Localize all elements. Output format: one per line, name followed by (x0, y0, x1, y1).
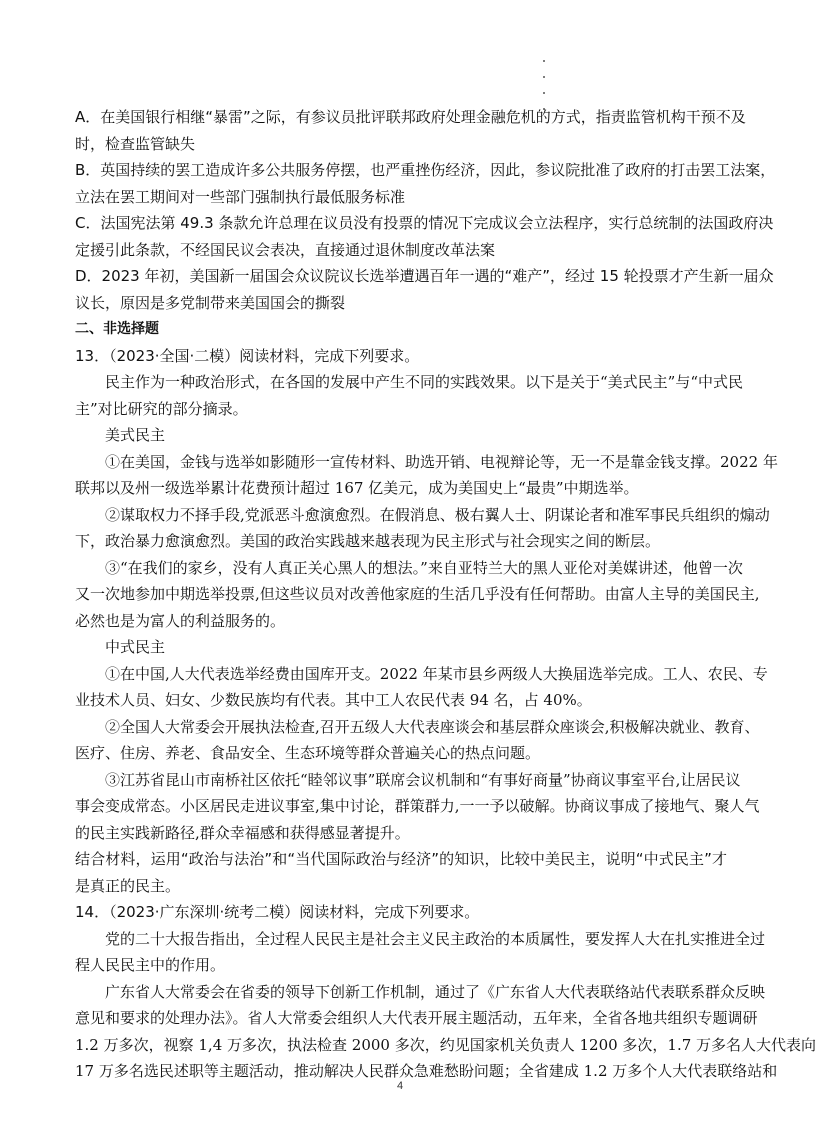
q13-us-2-line-1: ②谋取权力不择手段,党派恶斗愈演愈烈。在假消息、极右翼人士、阴谋论者和准军事民兵组织的煽动 (105, 505, 770, 524)
q14-p1-line-1: 党的二十大报告指出，全过程人民民主是社会主义民主政治的本质属性，要发挥人大在扎实推进全过 (105, 929, 766, 948)
option-a-line-1: A．在美国银行相继“暴雷”之际，有参议员批评联邦政府处理金融危机的方式，指责监管机构干预不及 (75, 108, 746, 126)
q13-us-2-line-2: 下，政治暴力愈演愈烈。美国的政治实践越来越表现为民主形式与社会现实之间的断层。 (75, 532, 661, 550)
q13-us-3-line-3: 必然也是为富人的利益服务的。 (75, 611, 286, 630)
q13-cn-3-line-2: 事会变成常态。小区居民走进议事室,集中讨论，群策群力,一一予以破解。协商议事成了接地气、聚人气 (75, 797, 760, 815)
q13-cn-3-line-3: 的民主实践新路径,群众幸福感和获得感显著提升。 (75, 823, 410, 842)
q13-intro-line-2: 主”对比研究的部分摘录。 (75, 399, 248, 418)
option-d-line-1: D．2023 年初，美国新一届国会众议院议长选举遭遇百年一遇的“难产”，经过 15 轮投票才产生新一届众 (75, 267, 774, 285)
q14-p1-line-2: 程人民民主中的作用。 (75, 956, 226, 974)
q13-header: 13．（2023·全国·二模）阅读材料，完成下列要求。 (75, 346, 420, 365)
q13-cn-2-line-1: ②全国人大常委会开展执法检查,召开五级人大代表座谈会和基层群众座谈会,积极解决就业、教育、 (105, 717, 760, 736)
q13-us-title: 美式民主 (105, 426, 166, 444)
q13-cn-1-line-2: 业技术人员、妇女、少数民族均有代表。其中工人农民代表 94 名，占 40%。 (75, 691, 592, 709)
q13-us-1-line-1: ①在美国，金钱与选举如影随形一宣传材料、助选开销、电视辩论等，无一不是靠金钱支撑。2022 年 (105, 452, 778, 471)
page-content (75, 106, 816, 1087)
option-b-line-1: B．英国持续的罢工造成许多公共服务停摆，也严重挫伤经济，因此，参议院批准了政府的打击罢工法案， (75, 161, 776, 179)
q14-p2-line-4: 17 万多名选民述职等主题活动，推动解决人民群众急难愁盼问题；全省建成 1.2 万多个人大代表联络站和 (75, 1062, 778, 1080)
option-d-line-2: 议长，原因是多党制带来美国国会的撕裂 (75, 293, 346, 312)
q14-p2-line-1: 广东省人大常委会在省委的领导下创新工作机制，通过了《广东省人大代表联络站代表联系群众反映 (105, 982, 766, 1001)
section-title: 二、非选择题 (75, 321, 159, 337)
option-c-line-1: C．法国宪法第 49.3 条款允许总理在议员没有投票的情况下完成议会立法程序，实行总统制的法国政府决 (75, 214, 774, 232)
q14-p2-line-3: 1.2 万多次，视察 1,4 万多次，执法检查 2000 多次，约见国家机关负责人 1200 多次，1.7 万多名人大代表向 (75, 1035, 816, 1054)
q13-task-line-2: 是真正的民主。 (75, 876, 181, 895)
decorative-dots (542, 60, 546, 112)
q13-cn-2-line-2: 医疗、住房、养老、食品安全、生态环境等群众普遍关心的热点问题。 (75, 744, 541, 762)
q13-cn-1-line-1: ①在中国,人大代表选举经费由国库开支。2022 年某市县乡两级人大换届选举完成。工人、农民、专 (105, 664, 768, 683)
q13-task-line-1: 结合材料，运用“政治与法治”和“当代国际政治与经济”的知识，比较中美民主，说明“中式民主”才 (75, 850, 727, 868)
q13-cn-title: 中式民主 (105, 638, 166, 656)
q13-us-3-line-1: ③“在我们的家乡，没有人真正关心黑人的想法。”来自亚特兰大的黑人亚伦对美媒讲述，他曾一次 (105, 558, 743, 577)
q13-cn-3-line-1: ③江苏省昆山市南桥社区依托“睦邻议事”联席会议机制和“有事好商量”协商议事室平台,让居民议 (105, 770, 741, 789)
q13-us-1-line-2: 联邦以及州一级选举累计花费预计超过 167 亿美元，成为美国史上“最贵”中期选举。 (75, 479, 639, 497)
q14-header: 14．（2023·广东深圳·统考二模）阅读材料，完成下列要求。 (75, 903, 480, 921)
option-c-line-2: 定援引此条款，不经国民议会表决，直接通过退休制度改革法案 (75, 240, 496, 259)
page-number: 4 (396, 1080, 404, 1092)
q13-us-3-line-2: 又一次地参加中期选举投票,但这些议员对改善他家庭的生活几乎没有任何帮助。由富人主导的美国民主, (75, 585, 760, 603)
option-b-line-2: 立法在罢工期间对一些部门强制执行最低服务标准 (75, 187, 406, 206)
q13-intro-line-1: 民主作为一种政治形式，在各国的发展中产生不同的实践效果。以下是关于“美式民主”与“中式民 (105, 373, 744, 391)
q14-p2-line-2: 意见和要求的处理办法》。省人大常委会组织人大代表开展主题活动，五年来，全省各地共组织专题调研 (75, 1009, 758, 1027)
option-a-line-2: 时，检查监管缺失 (75, 134, 196, 153)
